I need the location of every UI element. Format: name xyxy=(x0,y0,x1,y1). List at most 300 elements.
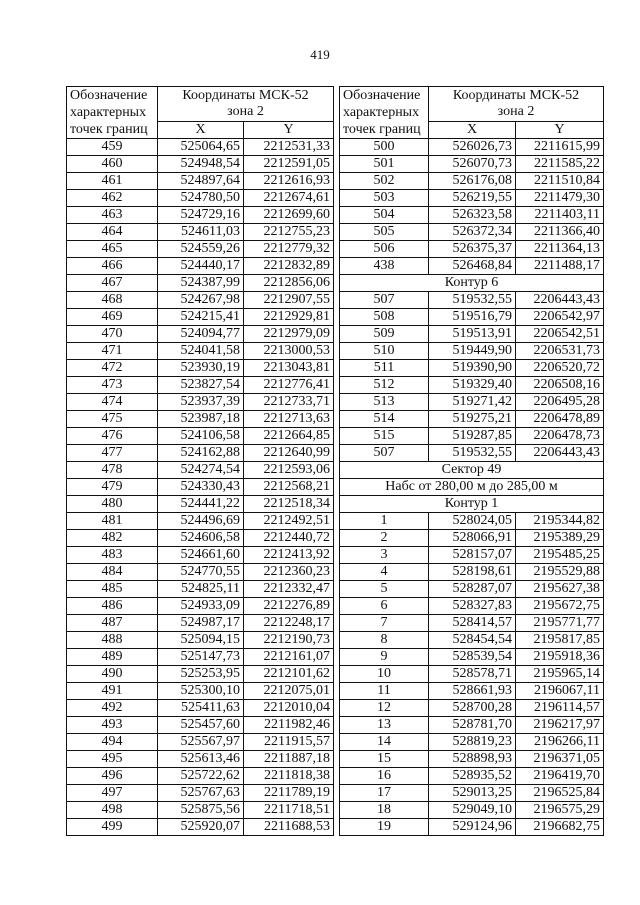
table-row xyxy=(340,309,604,326)
table-row xyxy=(340,734,604,751)
point-id: 507 xyxy=(340,445,429,462)
table-row xyxy=(340,428,604,445)
y-coordinate: 2211887,18 xyxy=(244,751,334,768)
point-id: 477 xyxy=(67,445,158,462)
y-coordinate: 2212101,62 xyxy=(244,666,334,683)
y-coordinate: 2196682,75 xyxy=(516,819,604,836)
point-id: 10 xyxy=(340,666,429,683)
x-coordinate: 526219,55 xyxy=(429,190,516,207)
table-row xyxy=(67,802,334,819)
y-coordinate: 2212276,89 xyxy=(244,598,334,615)
point-id: 503 xyxy=(340,190,429,207)
x-coordinate: 524611,03 xyxy=(158,224,244,241)
table-row xyxy=(340,241,604,258)
x-coordinate: 528819,23 xyxy=(429,734,516,751)
y-coordinate: 2195672,75 xyxy=(516,598,604,615)
y-coordinate: 2195918,36 xyxy=(516,649,604,666)
y-coordinate: 2212713,63 xyxy=(244,411,334,428)
coord-line-1: Координаты МСК-52 xyxy=(182,88,309,103)
point-id: 466 xyxy=(67,258,158,275)
y-coordinate: 2211818,38 xyxy=(244,768,334,785)
x-coordinate: 524441,22 xyxy=(158,496,244,513)
section-row xyxy=(340,479,604,496)
point-id: 467 xyxy=(67,275,158,292)
x-coordinate: 525147,73 xyxy=(158,649,244,666)
y-coordinate: 2212248,17 xyxy=(244,615,334,632)
section-label: Набс от 280,00 м до 285,00 м xyxy=(340,479,604,496)
coordinates-table-left xyxy=(66,86,334,836)
x-coordinate: 526468,84 xyxy=(429,258,516,275)
x-coordinate: 523930,19 xyxy=(158,360,244,377)
table-row xyxy=(67,156,334,173)
x-coordinate: 525253,95 xyxy=(158,666,244,683)
label-line-2: характерных xyxy=(70,105,147,120)
point-id: 480 xyxy=(67,496,158,513)
point-id: 497 xyxy=(67,785,158,802)
y-coordinate: 2211718,51 xyxy=(244,802,334,819)
table-row xyxy=(67,292,334,309)
y-coordinate: 2211510,84 xyxy=(516,173,604,190)
section-label: Контур 1 xyxy=(340,496,604,513)
y-coordinate: 2196217,97 xyxy=(516,717,604,734)
point-id: 17 xyxy=(340,785,429,802)
x-coordinate: 528454,54 xyxy=(429,632,516,649)
table-row xyxy=(340,360,604,377)
point-id: 514 xyxy=(340,411,429,428)
point-id: 11 xyxy=(340,683,429,700)
point-id: 464 xyxy=(67,224,158,241)
x-coordinate: 524215,41 xyxy=(158,309,244,326)
table-row xyxy=(67,598,334,615)
x-coordinate: 528287,07 xyxy=(429,581,516,598)
x-coordinate: 519275,21 xyxy=(429,411,516,428)
table-row xyxy=(340,632,604,649)
point-id: 494 xyxy=(67,734,158,751)
x-coordinate: 524274,54 xyxy=(158,462,244,479)
point-id: 470 xyxy=(67,326,158,343)
y-coordinate: 2213000,53 xyxy=(244,343,334,360)
y-coordinate: 2206495,28 xyxy=(516,394,604,411)
point-id: 471 xyxy=(67,343,158,360)
table-row xyxy=(340,292,604,309)
point-id: 500 xyxy=(340,139,429,156)
y-coordinate: 2211982,46 xyxy=(244,717,334,734)
y-coordinate: 2211403,11 xyxy=(516,207,604,224)
table-row xyxy=(340,156,604,173)
x-coordinate: 525094,15 xyxy=(158,632,244,649)
table-row xyxy=(67,547,334,564)
x-coordinate: 524729,16 xyxy=(158,207,244,224)
table-row xyxy=(67,819,334,836)
table-row xyxy=(67,700,334,717)
y-coordinate: 2212779,32 xyxy=(244,241,334,258)
x-coordinate: 519287,85 xyxy=(429,428,516,445)
y-coordinate: 2195529,88 xyxy=(516,564,604,581)
x-coordinate: 528700,28 xyxy=(429,700,516,717)
table-row xyxy=(340,326,604,343)
x-coordinate: 519271,42 xyxy=(429,394,516,411)
x-coordinate: 529013,25 xyxy=(429,785,516,802)
table-row xyxy=(340,513,604,530)
point-id: 506 xyxy=(340,241,429,258)
y-coordinate: 2212640,99 xyxy=(244,445,334,462)
y-coordinate: 2195485,25 xyxy=(516,547,604,564)
x-coordinate: 523987,18 xyxy=(158,411,244,428)
y-coordinate: 2211789,19 xyxy=(244,785,334,802)
x-coordinate: 525411,63 xyxy=(158,700,244,717)
x-coordinate: 528327,83 xyxy=(429,598,516,615)
y-coordinate: 2212332,47 xyxy=(244,581,334,598)
x-coordinate: 528024,05 xyxy=(429,513,516,530)
x-coordinate: 528066,91 xyxy=(429,530,516,547)
y-column-header: Y xyxy=(516,122,604,139)
x-coordinate: 524440,17 xyxy=(158,258,244,275)
y-coordinate: 2212075,01 xyxy=(244,683,334,700)
point-id: 5 xyxy=(340,581,429,598)
y-coordinate: 2206542,97 xyxy=(516,309,604,326)
table-row xyxy=(67,649,334,666)
table-row xyxy=(340,139,604,156)
x-coordinate: 526070,73 xyxy=(429,156,516,173)
point-id: 19 xyxy=(340,819,429,836)
table-row xyxy=(67,496,334,513)
table-row xyxy=(340,751,604,768)
label-line-3: точек границ xyxy=(70,122,148,137)
point-id: 475 xyxy=(67,411,158,428)
x-coordinate: 528935,52 xyxy=(429,768,516,785)
point-id: 18 xyxy=(340,802,429,819)
x-coordinate: 528578,71 xyxy=(429,666,516,683)
label-line-2: характерных xyxy=(343,105,420,120)
section-row xyxy=(340,496,604,513)
y-coordinate: 2212664,85 xyxy=(244,428,334,445)
point-id: 469 xyxy=(67,309,158,326)
table-row xyxy=(67,428,334,445)
point-id: 7 xyxy=(340,615,429,632)
y-coordinate: 2206508,16 xyxy=(516,377,604,394)
coord-line-2: зона 2 xyxy=(227,104,264,119)
point-id: 486 xyxy=(67,598,158,615)
point-id: 492 xyxy=(67,700,158,717)
y-coordinate: 2212161,07 xyxy=(244,649,334,666)
table-row xyxy=(67,394,334,411)
y-coordinate: 2212907,55 xyxy=(244,292,334,309)
point-id: 476 xyxy=(67,428,158,445)
table-row xyxy=(67,513,334,530)
point-id: 507 xyxy=(340,292,429,309)
table-row xyxy=(340,530,604,547)
x-coordinate: 528414,57 xyxy=(429,615,516,632)
y-coordinate: 2195344,82 xyxy=(516,513,604,530)
y-coordinate: 2212733,71 xyxy=(244,394,334,411)
y-coordinate: 2196419,70 xyxy=(516,768,604,785)
table-row xyxy=(67,309,334,326)
point-id: 6 xyxy=(340,598,429,615)
y-coordinate: 2196067,11 xyxy=(516,683,604,700)
x-coordinate: 524330,43 xyxy=(158,479,244,496)
table-row xyxy=(67,530,334,547)
y-coordinate: 2212699,60 xyxy=(244,207,334,224)
table-row xyxy=(67,173,334,190)
y-coordinate: 2212010,04 xyxy=(244,700,334,717)
table-row xyxy=(67,224,334,241)
section-row xyxy=(340,462,604,479)
x-coordinate: 524041,58 xyxy=(158,343,244,360)
y-coordinate: 2206478,89 xyxy=(516,411,604,428)
x-coordinate: 528157,07 xyxy=(429,547,516,564)
x-coordinate: 524897,64 xyxy=(158,173,244,190)
table-row xyxy=(67,326,334,343)
table-row xyxy=(340,649,604,666)
point-id: 511 xyxy=(340,360,429,377)
table-row xyxy=(67,343,334,360)
point-id: 490 xyxy=(67,666,158,683)
point-id: 8 xyxy=(340,632,429,649)
x-coordinate: 526026,73 xyxy=(429,139,516,156)
point-id: 1 xyxy=(340,513,429,530)
table-row xyxy=(67,139,334,156)
point-id: 485 xyxy=(67,581,158,598)
x-coordinate: 524987,17 xyxy=(158,615,244,632)
table-row xyxy=(340,377,604,394)
x-coordinate: 526176,08 xyxy=(429,173,516,190)
y-coordinate: 2211585,22 xyxy=(516,156,604,173)
x-coordinate: 528661,93 xyxy=(429,683,516,700)
x-coordinate: 519532,55 xyxy=(429,292,516,309)
y-coordinate: 2212413,92 xyxy=(244,547,334,564)
table-row xyxy=(67,360,334,377)
x-coordinate: 519513,91 xyxy=(429,326,516,343)
y-coordinate: 2212568,21 xyxy=(244,479,334,496)
y-coordinate: 2212929,81 xyxy=(244,309,334,326)
x-coordinate: 524770,55 xyxy=(158,564,244,581)
x-coordinate: 526375,37 xyxy=(429,241,516,258)
point-id: 472 xyxy=(67,360,158,377)
x-coordinate: 525567,97 xyxy=(158,734,244,751)
table-row xyxy=(67,666,334,683)
y-column-header: Y xyxy=(244,122,334,139)
point-id: 495 xyxy=(67,751,158,768)
point-id: 460 xyxy=(67,156,158,173)
y-coordinate: 2211488,17 xyxy=(516,258,604,275)
x-coordinate: 524496,69 xyxy=(158,513,244,530)
y-coordinate: 2206531,73 xyxy=(516,343,604,360)
y-coordinate: 2211479,30 xyxy=(516,190,604,207)
point-id: 513 xyxy=(340,394,429,411)
point-label-header xyxy=(67,87,158,139)
table-row xyxy=(340,207,604,224)
table-row xyxy=(67,632,334,649)
table-row xyxy=(340,666,604,683)
y-coordinate: 2212979,09 xyxy=(244,326,334,343)
table-row xyxy=(67,411,334,428)
x-coordinate: 519329,40 xyxy=(429,377,516,394)
x-coordinate: 528539,54 xyxy=(429,649,516,666)
point-id: 12 xyxy=(340,700,429,717)
table-row xyxy=(67,275,334,292)
coord-line-2: зона 2 xyxy=(497,104,535,119)
point-id: 502 xyxy=(340,173,429,190)
x-coordinate: 524162,88 xyxy=(158,445,244,462)
point-id: 512 xyxy=(340,377,429,394)
point-id: 509 xyxy=(340,326,429,343)
point-id: 510 xyxy=(340,343,429,360)
table-row xyxy=(340,394,604,411)
point-id: 463 xyxy=(67,207,158,224)
table-row xyxy=(340,819,604,836)
point-id: 479 xyxy=(67,479,158,496)
y-coordinate: 2213043,81 xyxy=(244,360,334,377)
x-coordinate: 524780,50 xyxy=(158,190,244,207)
point-id: 9 xyxy=(340,649,429,666)
table-row xyxy=(67,207,334,224)
table-row xyxy=(67,717,334,734)
x-coordinate: 525613,46 xyxy=(158,751,244,768)
x-coordinate: 528198,61 xyxy=(429,564,516,581)
point-id: 2 xyxy=(340,530,429,547)
table-row xyxy=(340,258,604,275)
y-coordinate: 2211364,13 xyxy=(516,241,604,258)
x-coordinate: 524606,58 xyxy=(158,530,244,547)
table-row xyxy=(67,462,334,479)
point-id: 459 xyxy=(67,139,158,156)
y-coordinate: 2195627,38 xyxy=(516,581,604,598)
table-row xyxy=(340,785,604,802)
table-row xyxy=(67,581,334,598)
x-coordinate: 526372,34 xyxy=(429,224,516,241)
point-id: 478 xyxy=(67,462,158,479)
point-id: 13 xyxy=(340,717,429,734)
table-row xyxy=(67,751,334,768)
point-id: 501 xyxy=(340,156,429,173)
x-coordinate: 519449,90 xyxy=(429,343,516,360)
table-row xyxy=(67,479,334,496)
y-coordinate: 2206520,72 xyxy=(516,360,604,377)
point-id: 515 xyxy=(340,428,429,445)
x-coordinate: 529124,96 xyxy=(429,819,516,836)
table-row xyxy=(340,343,604,360)
point-label-header xyxy=(340,87,429,139)
point-id: 16 xyxy=(340,768,429,785)
x-coordinate: 524661,60 xyxy=(158,547,244,564)
x-coordinate: 525300,10 xyxy=(158,683,244,700)
x-coordinate: 519390,90 xyxy=(429,360,516,377)
x-coordinate: 524094,77 xyxy=(158,326,244,343)
x-coordinate: 519516,79 xyxy=(429,309,516,326)
x-column-header: X xyxy=(429,122,516,139)
y-coordinate: 2211615,99 xyxy=(516,139,604,156)
table-row xyxy=(340,717,604,734)
table-row xyxy=(67,683,334,700)
y-coordinate: 2195965,14 xyxy=(516,666,604,683)
point-id: 461 xyxy=(67,173,158,190)
table-row xyxy=(340,581,604,598)
x-coordinate: 523827,54 xyxy=(158,377,244,394)
x-coordinate: 524825,11 xyxy=(158,581,244,598)
point-id: 493 xyxy=(67,717,158,734)
page-number: 419 xyxy=(310,47,330,62)
table-row xyxy=(67,241,334,258)
table-row xyxy=(67,564,334,581)
label-line-1: Обозначение xyxy=(70,88,148,103)
table-row xyxy=(340,700,604,717)
y-coordinate: 2211688,53 xyxy=(244,819,334,836)
y-coordinate: 2211915,57 xyxy=(244,734,334,751)
y-coordinate: 2212531,33 xyxy=(244,139,334,156)
coordinate-system-header xyxy=(429,87,604,122)
table-row xyxy=(340,564,604,581)
y-coordinate: 2196266,11 xyxy=(516,734,604,751)
label-line-1: Обозначение xyxy=(343,88,421,103)
table-row xyxy=(340,683,604,700)
y-coordinate: 2196525,84 xyxy=(516,785,604,802)
x-coordinate: 525875,56 xyxy=(158,802,244,819)
y-coordinate: 2212856,06 xyxy=(244,275,334,292)
x-coordinate: 524106,58 xyxy=(158,428,244,445)
table-row xyxy=(67,190,334,207)
y-coordinate: 2206443,43 xyxy=(516,292,604,309)
x-coordinate: 525920,07 xyxy=(158,819,244,836)
y-coordinate: 2212776,41 xyxy=(244,377,334,394)
x-column-header: X xyxy=(158,122,244,139)
point-id: 473 xyxy=(67,377,158,394)
table-row xyxy=(340,768,604,785)
table-row xyxy=(340,173,604,190)
y-coordinate: 2211366,40 xyxy=(516,224,604,241)
point-id: 483 xyxy=(67,547,158,564)
point-id: 474 xyxy=(67,394,158,411)
point-id: 4 xyxy=(340,564,429,581)
point-id: 488 xyxy=(67,632,158,649)
table-row xyxy=(67,768,334,785)
table-row xyxy=(340,615,604,632)
y-coordinate: 2212832,89 xyxy=(244,258,334,275)
y-coordinate: 2206478,73 xyxy=(516,428,604,445)
x-coordinate: 524948,54 xyxy=(158,156,244,173)
y-coordinate: 2212518,34 xyxy=(244,496,334,513)
y-coordinate: 2206443,43 xyxy=(516,445,604,462)
coordinate-system-header xyxy=(158,87,334,122)
y-coordinate: 2196575,29 xyxy=(516,802,604,819)
point-id: 482 xyxy=(67,530,158,547)
section-label: Контур 6 xyxy=(340,275,604,292)
y-coordinate: 2212593,06 xyxy=(244,462,334,479)
x-coordinate: 528781,70 xyxy=(429,717,516,734)
section-row xyxy=(340,275,604,292)
coord-line-1: Координаты МСК-52 xyxy=(452,88,580,103)
y-coordinate: 2212492,51 xyxy=(244,513,334,530)
y-coordinate: 2195389,29 xyxy=(516,530,604,547)
x-coordinate: 528898,93 xyxy=(429,751,516,768)
table-row xyxy=(67,615,334,632)
y-coordinate: 2212755,23 xyxy=(244,224,334,241)
point-id: 14 xyxy=(340,734,429,751)
y-coordinate: 2196371,05 xyxy=(516,751,604,768)
x-coordinate: 519532,55 xyxy=(429,445,516,462)
point-id: 505 xyxy=(340,224,429,241)
point-id: 465 xyxy=(67,241,158,258)
y-coordinate: 2196114,57 xyxy=(516,700,604,717)
point-id: 504 xyxy=(340,207,429,224)
x-coordinate: 525064,65 xyxy=(158,139,244,156)
table-row xyxy=(67,445,334,462)
y-coordinate: 2212616,93 xyxy=(244,173,334,190)
point-id: 491 xyxy=(67,683,158,700)
x-coordinate: 529049,10 xyxy=(429,802,516,819)
coordinates-table-right xyxy=(339,86,604,836)
point-id: 438 xyxy=(340,258,429,275)
point-id: 498 xyxy=(67,802,158,819)
